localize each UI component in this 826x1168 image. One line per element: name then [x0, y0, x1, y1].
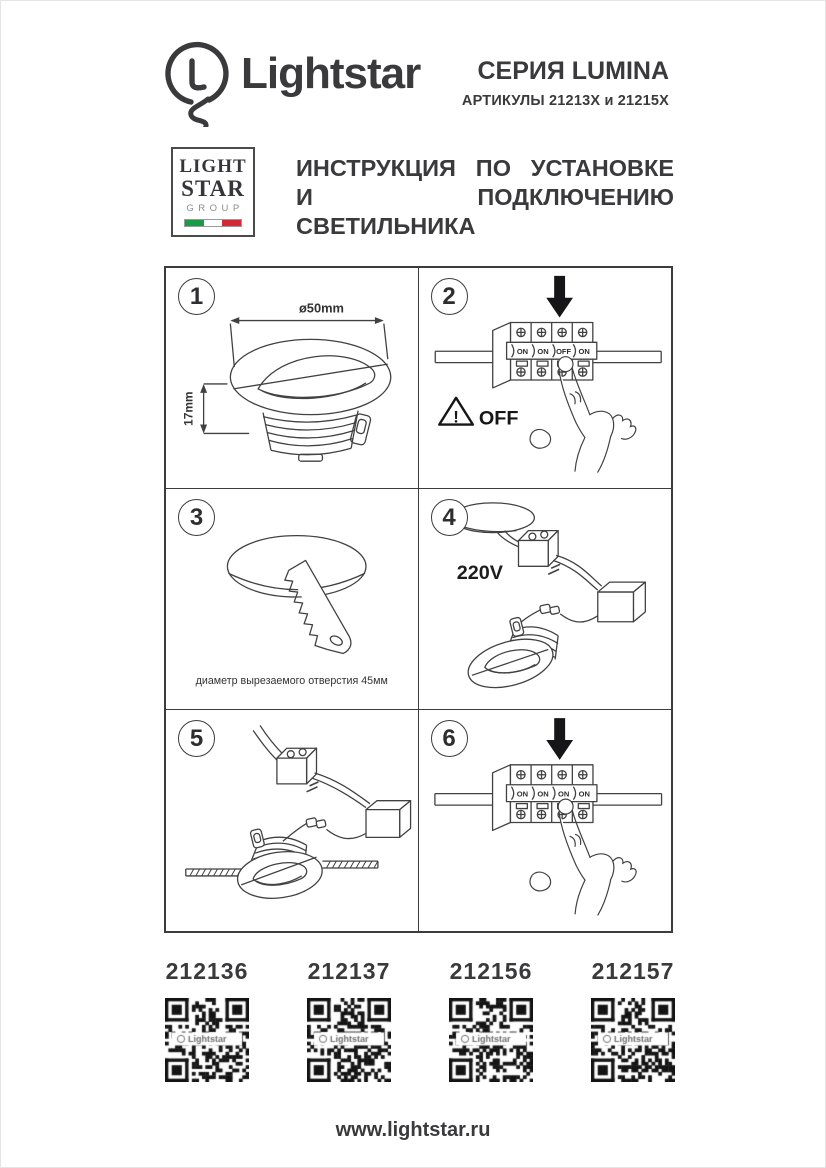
- svg-text:ON: ON: [516, 346, 528, 356]
- svg-text:ON: ON: [578, 346, 590, 356]
- step-1-panel: [166, 268, 419, 489]
- article-number: 212157: [591, 958, 675, 984]
- article-number: 212156: [449, 958, 533, 984]
- step-4-number: 4: [431, 499, 468, 536]
- product-212136: [147, 958, 267, 1087]
- series-articles: АРТИКУЛЫ 21213X и 21215X: [461, 93, 669, 109]
- qr-code: [165, 998, 249, 1082]
- lsg-star: STAR: [181, 176, 245, 202]
- step-6-panel: [419, 710, 672, 931]
- step-6-number: 6: [431, 720, 468, 757]
- qr-code: [591, 998, 675, 1082]
- step-5-number: 5: [178, 720, 215, 757]
- step-4-panel: [419, 489, 672, 710]
- series-title: СЕРИЯ LUMINA: [477, 57, 669, 85]
- step-5-panel: [166, 710, 419, 931]
- qr-code: [449, 998, 533, 1082]
- lsg-group: GROUP: [186, 203, 244, 215]
- step-3-number: 3: [178, 499, 215, 536]
- lightstar-bulb-icon: [161, 39, 237, 127]
- website-url: www.lightstar.ru: [335, 1119, 491, 1141]
- svg-text:ON: ON: [516, 789, 528, 799]
- document-title: [296, 154, 674, 241]
- product-qr-row: [147, 958, 693, 1087]
- title-line-1: ИНСТРУКЦИЯ ПО УСТАНОВКЕ: [296, 155, 674, 181]
- italy-flag-icon: [184, 219, 242, 227]
- step-3-panel: [166, 489, 419, 710]
- product-212157: [573, 958, 693, 1087]
- hole-diameter-caption: диаметр вырезаемого отверстия 45мм: [195, 675, 388, 688]
- down-arrow-icon: [546, 276, 573, 318]
- article-number: 212137: [307, 958, 391, 984]
- svg-text:ON: ON: [557, 789, 569, 799]
- svg-text:ON: ON: [536, 346, 549, 356]
- brand-wordmark: Lightstar: [241, 49, 421, 98]
- series-block: [462, 57, 669, 109]
- warning-mark: !: [452, 407, 459, 427]
- product-212156: [431, 958, 551, 1087]
- step-1-number: 1: [178, 278, 215, 315]
- svg-text:ON: ON: [536, 789, 549, 799]
- voltage-label: 220V: [456, 562, 503, 585]
- step-2-number: 2: [431, 278, 468, 315]
- warning-off-label: OFF: [478, 407, 518, 430]
- qr-code: [307, 998, 391, 1082]
- down-arrow-icon: [546, 718, 573, 760]
- article-number: 212136: [165, 958, 249, 984]
- steps-grid: [164, 266, 673, 933]
- step-2-panel: [419, 268, 672, 489]
- height-label: 17mm: [181, 391, 196, 426]
- svg-text:OFF: OFF: [555, 346, 571, 356]
- svg-text:ON: ON: [578, 789, 590, 799]
- lightstar-group-logo: [171, 147, 255, 237]
- diameter-label: ø50mm: [298, 300, 344, 316]
- lsg-light: LIGHT: [179, 156, 247, 178]
- product-212137: [289, 958, 409, 1087]
- title-line-2: И ПОДКЛЮЧЕНИЮ СВЕТИЛЬНИКА: [296, 184, 674, 239]
